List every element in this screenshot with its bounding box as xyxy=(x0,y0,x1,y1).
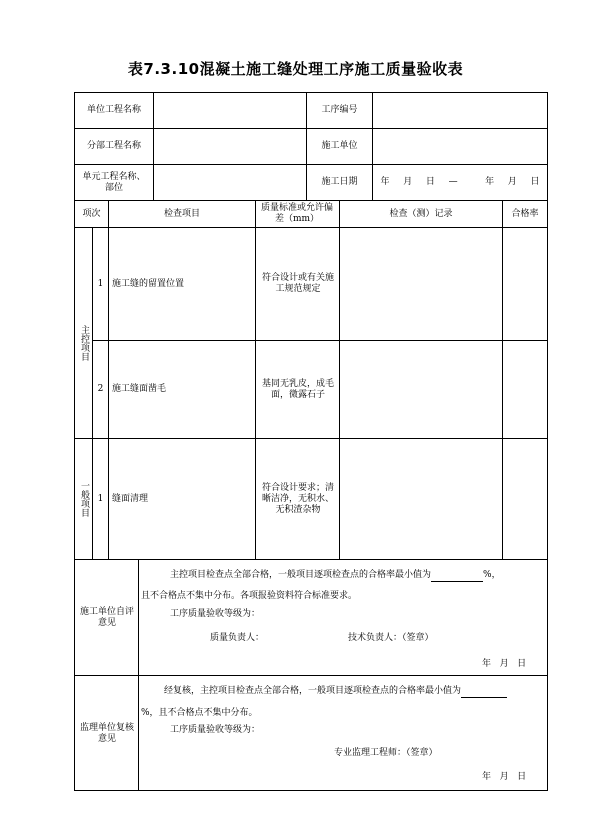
engineer-label: 专业监理工程师：（签章） xyxy=(334,748,438,758)
self-eval-line1 xyxy=(170,570,501,582)
supervisor-line1 xyxy=(164,686,507,698)
row-pass-rate-field[interactable] xyxy=(503,341,547,438)
element-project-label: 单元工程名称、部位 xyxy=(82,171,146,193)
sub-project-field[interactable] xyxy=(154,129,306,164)
group-main xyxy=(75,228,92,438)
supervisor-label: 监理单位复核意见 xyxy=(80,722,135,744)
rule xyxy=(74,559,548,560)
row-check-item: 缝面清理 xyxy=(112,493,149,504)
rule xyxy=(255,200,256,559)
col-record: 检查（测）记录 xyxy=(389,208,453,219)
rule xyxy=(74,675,548,676)
form-title: 表7.3.10混凝土施工缝处理工序施工质量验收表 xyxy=(127,60,464,78)
date-label: 施工日期 xyxy=(321,177,358,187)
self-eval-line1-text: 主控项目检查点全部合格，一般项目逐项检查点的合格率最小值为 xyxy=(170,570,432,580)
unit-project-label: 单位工程名称 xyxy=(86,105,141,115)
element-project-field[interactable] xyxy=(154,165,306,200)
constructor-field[interactable] xyxy=(373,129,547,164)
rule xyxy=(138,559,139,791)
group-general xyxy=(75,439,92,559)
supervisor-date: 年 月 日 xyxy=(482,772,527,782)
supervisor-line2: %，且不合格点不集中分布。 xyxy=(141,708,258,718)
self-eval-line1-suffix: %， xyxy=(483,570,501,580)
self-eval-line2: 且不合格点不集中分布。各项报验资料符合标准要求。 xyxy=(141,591,358,601)
row-standard: 符合设计或有关施工规范规定 xyxy=(261,273,334,294)
group-general-label: 一般项目 xyxy=(79,481,89,517)
row-pass-rate-field[interactable] xyxy=(503,228,547,340)
unit-project-field[interactable] xyxy=(154,93,306,128)
quality-person-label: 质量负责人： xyxy=(210,633,265,643)
col-standard: 质量标准或允许偏差（mm） xyxy=(260,203,333,224)
row-standard: 符合设计要求；清晰洁净，无积水、无积渣杂物 xyxy=(261,482,334,515)
row-record-field[interactable] xyxy=(340,341,502,438)
group-main-label: 主控项目 xyxy=(79,325,89,361)
supervisor-line1-text: 经复核，主控项目检查点全部合格，一般项目逐项检查点的合格率最小值为 xyxy=(164,686,462,696)
supervisor-rate-field[interactable] xyxy=(461,686,507,698)
col-pass-rate: 合格率 xyxy=(511,208,539,219)
sub-project-label: 分部工程名称 xyxy=(86,141,141,151)
row-no: 1 xyxy=(97,493,104,504)
col-item-no: 项次 xyxy=(82,208,101,219)
self-eval-rate-field[interactable] xyxy=(431,570,483,582)
row-no: 2 xyxy=(97,384,104,394)
self-eval-date: 年 月 日 xyxy=(482,659,527,669)
constructor-label: 施工单位 xyxy=(321,141,358,151)
supervisor-line3: 工序质量验收等级为： xyxy=(170,725,261,735)
row-pass-rate-field[interactable] xyxy=(503,439,547,559)
process-no-field[interactable] xyxy=(373,93,547,128)
row-standard: 基同无乳皮，成毛面，微露石子 xyxy=(261,378,334,400)
process-no-label: 工序编号 xyxy=(321,105,358,115)
date-field[interactable]: 年 月 日 — 年 月 日 xyxy=(380,177,540,187)
row-no: 1 xyxy=(97,278,104,289)
self-eval-line3: 工序质量验收等级为： xyxy=(170,609,261,619)
row-record-field[interactable] xyxy=(340,228,502,340)
tech-person-label: 技术负责人：（签章） xyxy=(348,633,434,643)
row-check-item: 施工缝的留置位置 xyxy=(112,278,185,289)
self-eval-label: 施工单位自评意见 xyxy=(80,606,135,628)
row-check-item: 施工缝面凿毛 xyxy=(112,384,167,394)
row-record-field[interactable] xyxy=(340,439,502,559)
col-check-item: 检查项目 xyxy=(163,208,200,219)
